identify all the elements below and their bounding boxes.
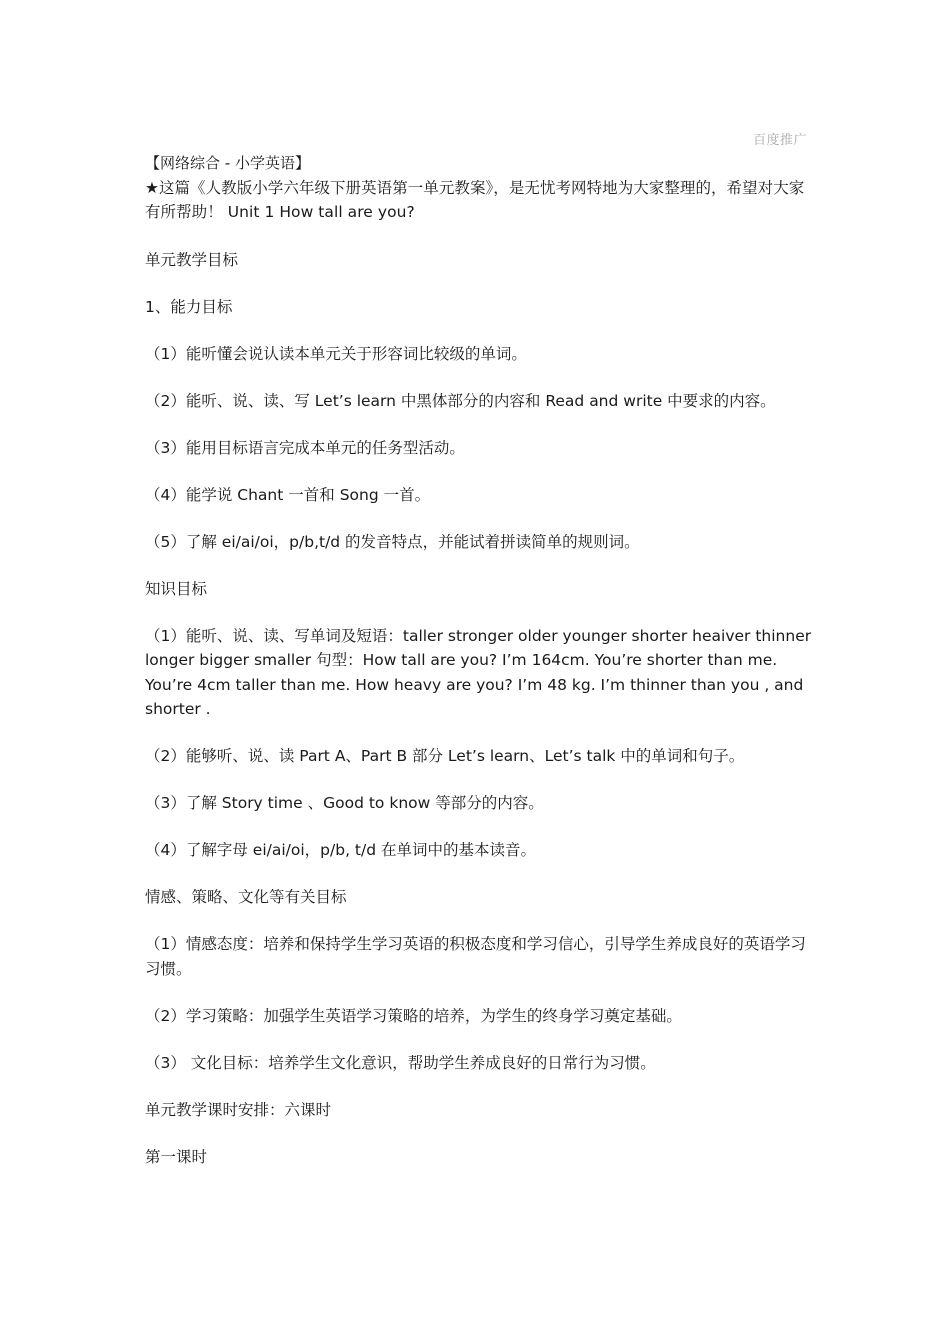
unit-goals-title: 单元教学目标 xyxy=(145,250,239,269)
affective-item: （3） 文化目标：培养学生文化意识，帮助学生养成良好的日常行为习惯。 xyxy=(145,1053,656,1072)
knowledge-item: （4）了解字母 ei/ai/oi，p/b, t/d 在单词中的基本读音。 xyxy=(145,841,536,859)
ability-goals-title: 1、能力目标 xyxy=(145,297,233,316)
category-header: 【网络综合 - 小学英语】 xyxy=(145,154,310,172)
lesson-schedule: 单元教学课时安排：六课时 xyxy=(145,1100,332,1119)
affective-goals-title: 情感、策略、文化等有关目标 xyxy=(145,888,347,906)
ability-item: （2）能听、说、读、写 Let’s learn 中黑体部分的内容和 Read and write 中要求的内容。 xyxy=(145,391,776,410)
knowledge-item: （3）了解 Story time 、Good to know 等部分的内容。 xyxy=(145,794,544,812)
affective-item: （1）情感态度：培养和保持学生学习英语的积极态度和学习信心，引导学生养成良好的英语学习习惯。 xyxy=(145,935,806,978)
first-lesson-heading: 第一课时 xyxy=(145,1147,208,1166)
intro-paragraph: ★这篇《人教版小学六年级下册英语第一单元教案》，是无忧考网特地为大家整理的，希望对大家有所帮助！ Unit 1 How tall are you? xyxy=(145,178,805,221)
ability-item: （3）能用目标语言完成本单元的任务型活动。 xyxy=(145,438,465,457)
knowledge-goals-title: 知识目标 xyxy=(145,579,208,598)
ability-item: （5）了解 ei/ai/oi，p/b,t/d 的发音特点，并能试着拼读简单的规则词。 xyxy=(145,532,640,551)
ability-item: （1）能听懂会说认读本单元关于形容词比较级的单词。 xyxy=(145,344,527,363)
ad-label[interactable]: 百度推广 xyxy=(752,133,807,148)
knowledge-item: （2）能够听、说、读 Part A、Part B 部分 Let’s learn、Let’s talk 中的单词和句子。 xyxy=(145,747,745,765)
affective-item: （2）学习策略：加强学生英语学习策略的培养，为学生的终身学习奠定基础。 xyxy=(145,1006,682,1025)
document-body xyxy=(145,151,815,1192)
ability-item: （4）能学说 Chant 一首和 Song 一首。 xyxy=(145,485,431,504)
knowledge-item: （1）能听、说、读、写单词及短语：taller stronger older younger shorter heaiver thinner longer bigger smaller 句型：How tall are you? I’m 164cm. You’re shorter than me. You’re 4cm taller than me. How heavy are you? I’m 48 kg. I’m thinner than you , and shorter . xyxy=(145,626,812,718)
